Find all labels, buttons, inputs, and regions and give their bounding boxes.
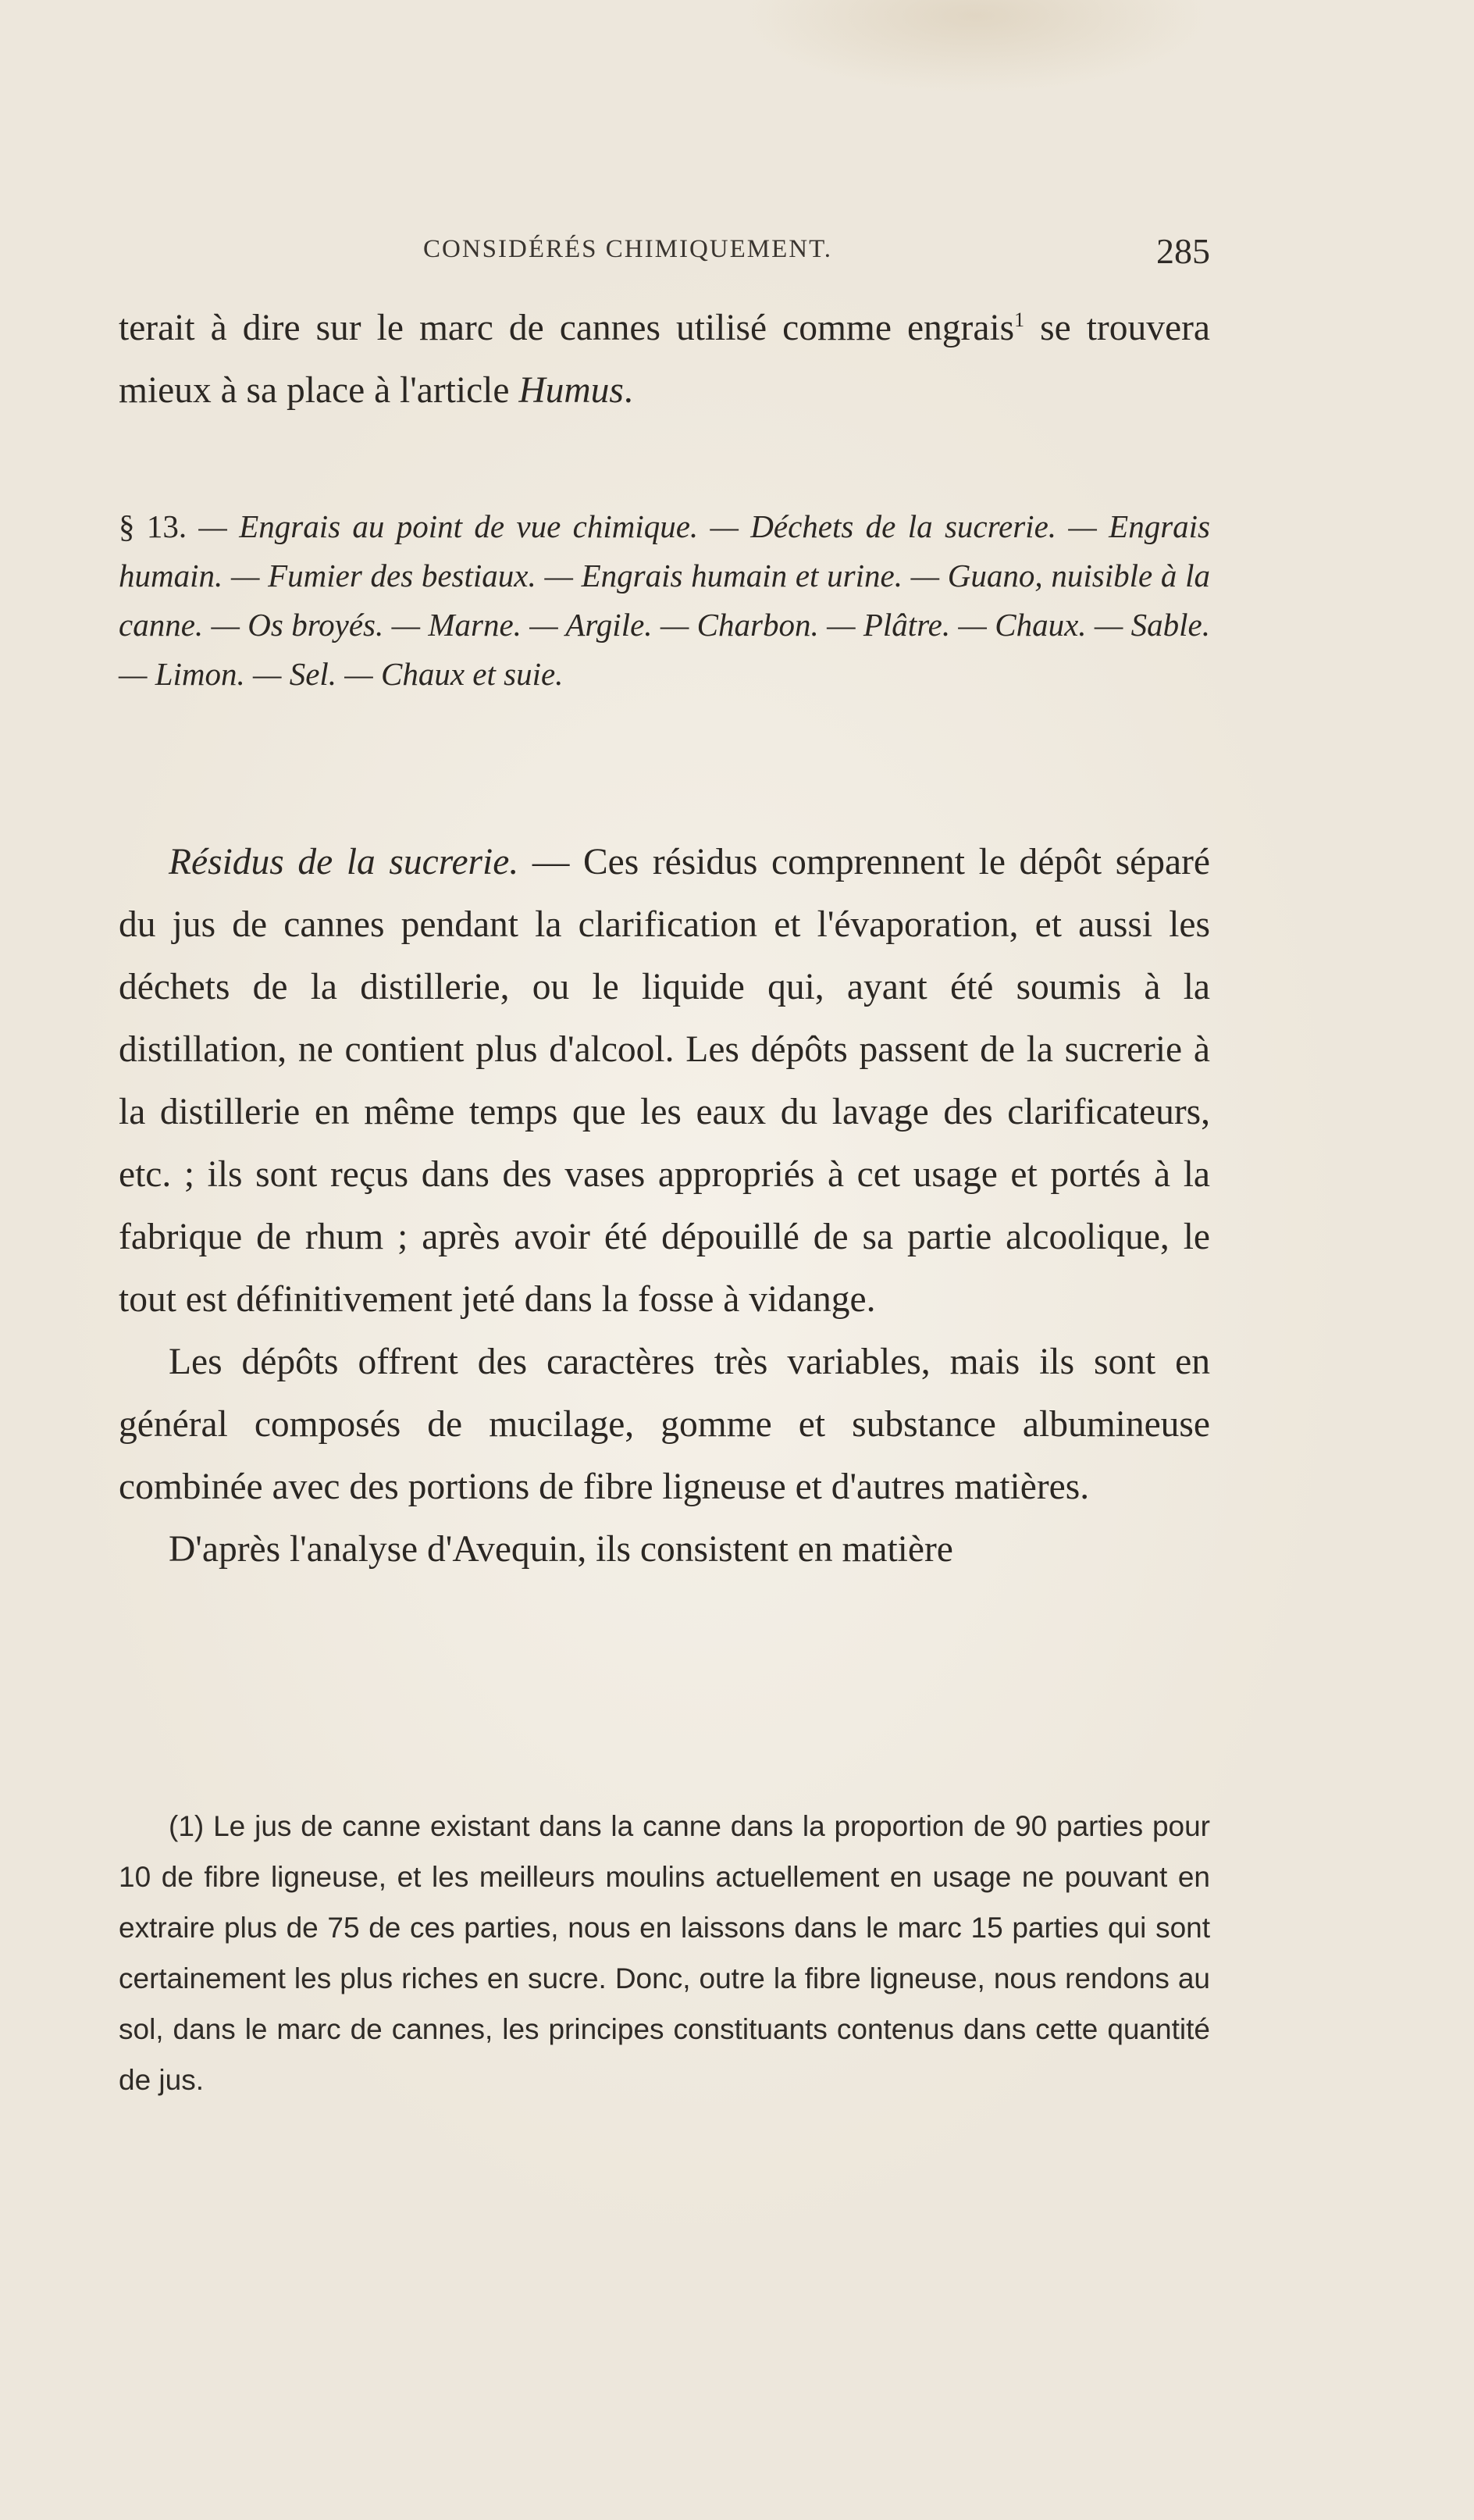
section-heading-block <box>119 502 1210 699</box>
paragraph-residus <box>119 831 1210 1331</box>
footnote-block <box>119 1801 1210 2105</box>
running-title: CONSIDÉRÉS CHIMIQUEMENT. <box>423 235 833 263</box>
italic-term: Humus <box>518 370 624 411</box>
section-heading <box>119 502 1210 699</box>
main-text <box>119 831 1210 1581</box>
paragraph-avequin: D'après l'analyse d'Avequin, ils consistent en matière <box>169 1529 953 1570</box>
continuation-text-after: se trouvera mieux à sa place à l'article <box>119 308 1210 411</box>
continuation-text-before: terait à dire sur le marc de cannes utilisé comme engrais <box>119 308 1015 348</box>
paragraph-residus-text: — Ces résidus comprennent le dépôt séparé du jus de cannes pendant la clarification et l'évaporation, et aussi les déchets de la distillerie, ou le liquide qui, ayant été soumis à la distillation, ne contient plus d'alcool. Les dépôts passent de la sucrerie à la distillerie en même temps que les eaux du lavage des clarificateurs, etc. ; ils sont reçus dans des vases appropriés à cet usage et portés à la fabrique de rhum ; après avoir été dépouillé de sa partie alcoolique, le tout est définitivement jeté dans la fosse à vidange. <box>119 842 1210 1320</box>
running-head <box>119 230 1210 277</box>
footnote-text: (1) Le jus de canne existant dans la canne dans la proportion de 90 parties pour 10 de fibre ligneuse, et les meilleurs moulins actuellement en usage ne pouvant en extraire plus de 75 de ces parties, nous en laissons dans le marc 15 parties qui sont certainement les plus riches en sucre. Donc, outre la fibre ligneuse, nous rendons au sol, dans le marc de cannes, les principes constituants contenus dans cette quantité de jus. <box>119 1810 1210 2096</box>
page-number: 285 <box>1156 231 1210 271</box>
continuation-end: . <box>623 370 633 411</box>
continuation-paragraph <box>119 297 1210 422</box>
continuation-text <box>119 297 1210 422</box>
paragraph-depots: Les dépôts offrent des caractères très variables, mais ils sont en général composés de mucilage, gomme et substance albumineuse combinée avec des portions de fibre ligneuse et d'autres matières. <box>119 1342 1210 1507</box>
section-number: § 13. <box>119 508 187 544</box>
section-heading-text: — Engrais au point de vue chimique. — Déchets de la sucrerie. — Engrais humain. — Fumier des bestiaux. — Engrais humain et urine. — Guano, nuisible à la canne. — Os broyés. — Marne. — Argile. — Charbon. — Plâtre. — Chaux. — Sable. — Limon. — Sel. — Chaux et suie. <box>119 508 1210 692</box>
paragraph-lead: Résidus de la sucrerie. <box>169 842 519 882</box>
footnote-reference: 1 <box>1014 308 1025 332</box>
